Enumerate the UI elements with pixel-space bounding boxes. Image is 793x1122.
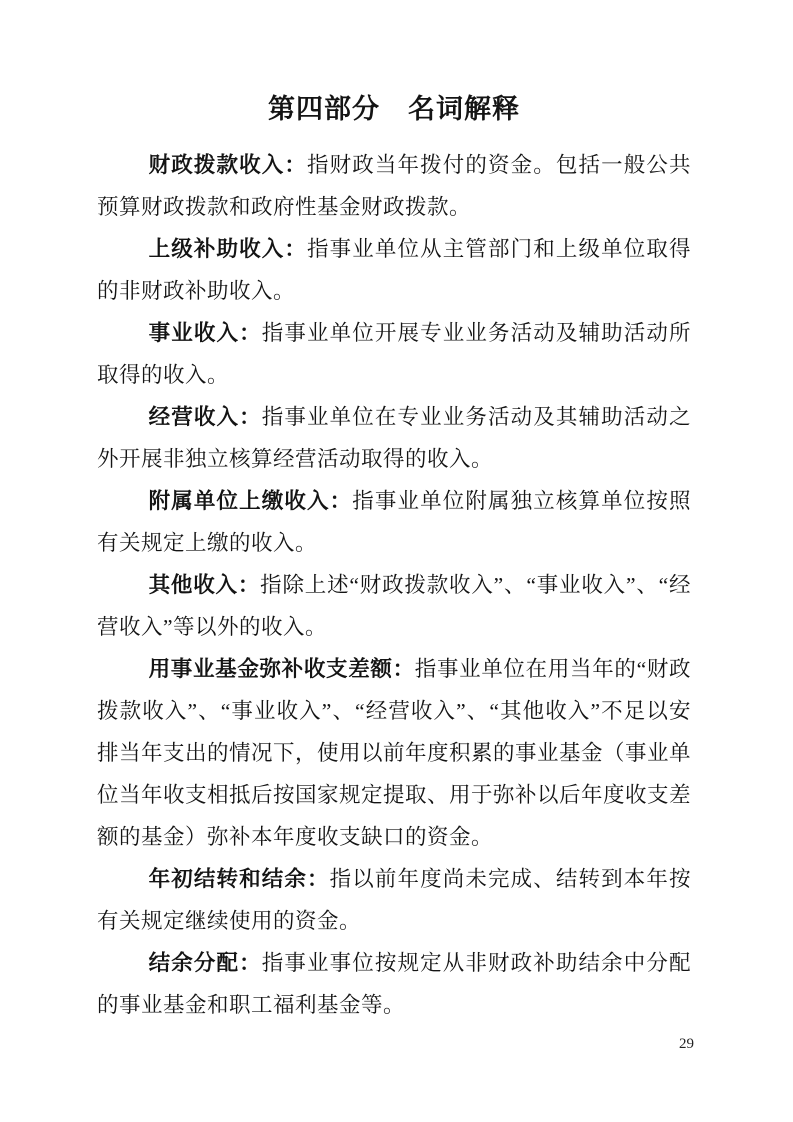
glossary-definition: 指事业单位附属独立核算单位按照有关规定上缴的收入。 xyxy=(97,489,691,555)
glossary-term: 事业收入： xyxy=(148,321,262,345)
glossary-paragraph xyxy=(97,648,691,858)
glossary-term: 附属单位上缴收入： xyxy=(148,489,353,513)
glossary-definition: 指除上述“财政拨款收入”、“事业收入”、“经营收入”等以外的收入。 xyxy=(97,573,691,639)
glossary-term: 财政拨款收入： xyxy=(148,153,307,177)
glossary-definition: 指事业单位从主管部门和上级单位取得的非财政补助收入。 xyxy=(97,237,691,303)
glossary-term: 年初结转和结余： xyxy=(148,867,330,891)
glossary-term: 上级补助收入： xyxy=(148,237,307,261)
glossary-definition: 指事业事位按规定从非财政补助结余中分配的事业基金和职工福利基金等。 xyxy=(97,951,691,1017)
glossary-paragraph xyxy=(97,312,691,396)
glossary-definition: 指事业单位开展专业业务活动及辅助活动所取得的收入。 xyxy=(97,321,691,387)
glossary-paragraph xyxy=(97,228,691,312)
page-title: 第四部分 名词解释 xyxy=(268,94,520,124)
glossary-term: 用事业基金弥补收支差额： xyxy=(148,657,415,681)
glossary-paragraph xyxy=(97,942,691,1026)
glossary-definition: 指财政当年拨付的资金。包括一般公共预算财政拨款和政府性基金财政拨款。 xyxy=(97,153,691,219)
glossary-paragraph xyxy=(97,564,691,648)
glossary-paragraph xyxy=(97,144,691,228)
glossary-definition: 指事业单位在专业业务活动及其辅助活动之外开展非独立核算经营活动取得的收入。 xyxy=(97,405,691,471)
glossary-term: 经营收入： xyxy=(148,405,262,429)
glossary-paragraph xyxy=(97,480,691,564)
glossary-definition: 指以前年度尚未完成、结转到本年按有关规定继续使用的资金。 xyxy=(97,867,691,933)
glossary-term: 结余分配： xyxy=(148,951,262,975)
glossary-term: 其他收入： xyxy=(148,573,261,597)
document-content xyxy=(97,88,691,1026)
glossary-section xyxy=(97,144,691,1026)
glossary-paragraph xyxy=(97,396,691,480)
page-number: 29 xyxy=(679,1036,694,1052)
glossary-paragraph xyxy=(97,858,691,942)
glossary-definition: 指事业单位在用当年的“财政拨款收入”、“事业收入”、“经营收入”、“其他收入”不足以安排当年支出的情况下，使用以前年度积累的事业基金（事业单位当年收支相抵后按国家规定提取、用于弥补以后年度收支差额的基金）弥补本年度收支缺口的资金。 xyxy=(97,657,692,849)
